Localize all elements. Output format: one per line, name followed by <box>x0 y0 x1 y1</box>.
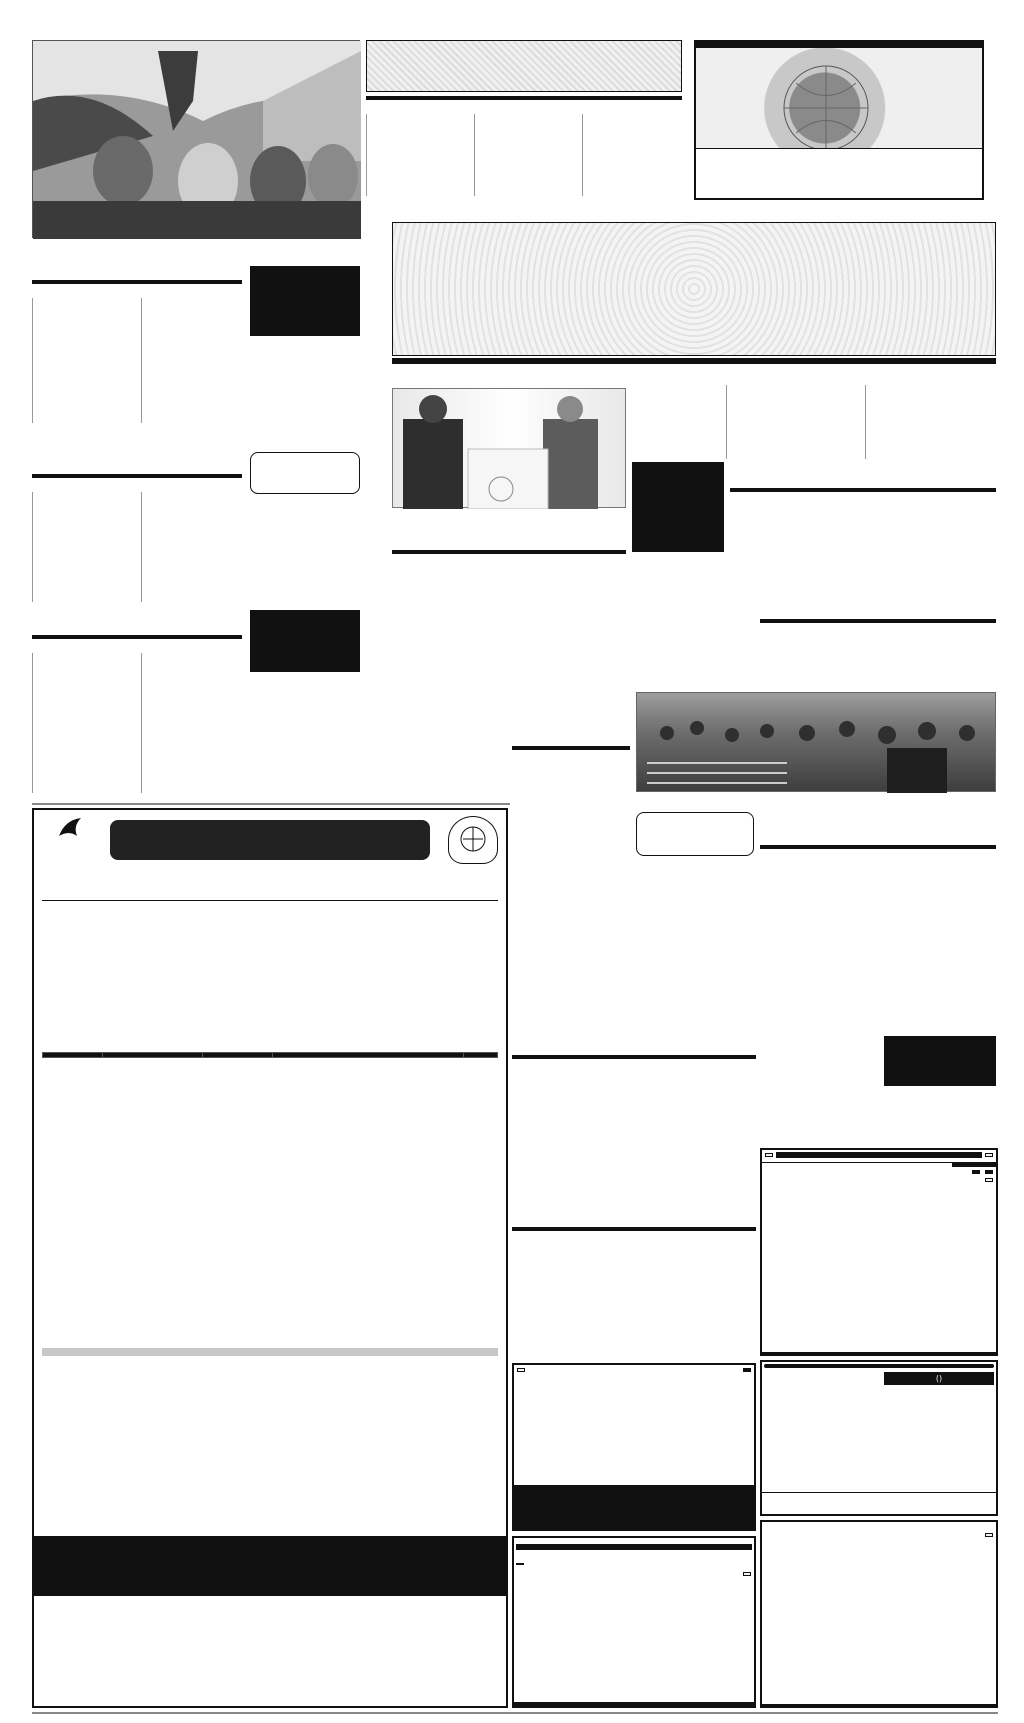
railway-body <box>760 637 996 689</box>
merkel-box <box>250 266 360 336</box>
page-bottom-rule <box>32 1712 998 1714</box>
pvmc-intro <box>42 920 498 924</box>
stray-dogs-body <box>32 492 242 602</box>
stray-dogs-col-2 <box>32 492 133 602</box>
ad-saudi-2-header <box>776 1152 982 1158</box>
ad-saudi-2-gulf-jobs <box>762 1163 952 1167</box>
pvmc-university-table <box>42 1052 498 1058</box>
merkel-body <box>250 340 360 448</box>
protest-photo <box>32 40 360 238</box>
ad-saudi-2-duty <box>985 1170 993 1174</box>
lead-headline-box <box>392 222 996 356</box>
ad-saudi-qaid <box>760 1148 998 1356</box>
syria-subhead <box>512 746 630 750</box>
hurriyat-col-3 <box>366 114 466 196</box>
ad-kinza-offer <box>516 1544 752 1550</box>
stray-dogs-col-1 <box>141 492 242 602</box>
protest-photo-image <box>33 41 361 239</box>
pvmc-title <box>110 820 430 860</box>
ad-kinza-cola <box>512 1536 756 1708</box>
russia-iran-col-2 <box>32 298 133 423</box>
col-dvm <box>203 1053 273 1058</box>
masthead <box>694 40 984 200</box>
lead-body <box>726 385 996 459</box>
lead-col-2 <box>726 385 857 459</box>
ad-kinza-interview-label <box>743 1572 751 1576</box>
pvmc-subtitle <box>42 898 498 901</box>
saudi-fm-col-2 <box>32 653 133 793</box>
paracetamol-box <box>632 462 724 552</box>
col-msc-mphil <box>103 1053 203 1058</box>
press-conference-image <box>393 389 627 509</box>
hurriyat-col-1 <box>582 114 682 196</box>
ad-kinza-footer <box>514 1702 754 1706</box>
hurriyat-col-2 <box>474 114 574 196</box>
ad-saudi-3-footer <box>762 1704 996 1706</box>
ad-bahrain-footer <box>762 1492 996 1514</box>
ad-bahrain-offer: () <box>884 1372 994 1385</box>
ad-kinza-phone <box>516 1563 524 1565</box>
syria-body <box>512 764 630 994</box>
hurriyat-subhead <box>366 96 682 100</box>
pvmc-emblem-icon <box>448 816 498 864</box>
globe-icon <box>696 48 982 148</box>
pvmc-table-wrap <box>42 1052 498 1058</box>
col-phd <box>43 1053 103 1058</box>
russia-iran-col-1 <box>141 298 242 423</box>
tag-urgent-departure <box>517 1368 525 1372</box>
delhi-subhead <box>760 845 996 849</box>
ad-saudi-2-footer <box>762 1352 996 1354</box>
pvmc-contact <box>34 1536 506 1596</box>
col-serial <box>464 1053 498 1058</box>
philippines-body <box>250 498 360 606</box>
iran-body <box>512 1245 756 1301</box>
lead-subhead <box>392 358 996 364</box>
ad-royal-manpower <box>512 1363 756 1531</box>
uraan-pakistan-logo <box>40 816 100 844</box>
goodall-box <box>250 610 360 672</box>
ad-saudi-3-interview <box>762 1531 996 1539</box>
masthead-tagline <box>696 148 982 153</box>
saudi-fm-col-1 <box>141 653 242 793</box>
delhi-body <box>760 864 996 989</box>
tag-urgent-visa <box>743 1368 751 1372</box>
hurriyat-body <box>366 114 682 196</box>
crowd-image <box>637 693 997 793</box>
philippines-box <box>250 452 360 494</box>
hurriyat-headline-box <box>366 40 682 92</box>
ad-saudi-2-test-label <box>985 1178 993 1182</box>
russia-iran-body <box>32 298 242 423</box>
bird-logo-icon <box>55 816 85 840</box>
table-header-row <box>43 1053 498 1058</box>
eu-subhead <box>730 488 996 492</box>
pak-condolence-box <box>884 1036 996 1086</box>
tag-urgent-departure-2 <box>765 1153 773 1157</box>
masthead-logo <box>696 48 982 148</box>
karnataka-body <box>512 568 626 723</box>
ad-saudi-1-jobs <box>514 1375 754 1379</box>
issue-date <box>988 40 1002 210</box>
uk-gang-box <box>636 812 754 856</box>
paracetamol-body <box>632 555 724 705</box>
ad-saudi-binladin <box>760 1520 998 1708</box>
lead-col-1 <box>865 385 996 459</box>
ad-saudi-3-interview-label <box>985 1533 993 1537</box>
ad-saudi-2-gulf-label <box>952 1163 996 1167</box>
ad-bahrain-notes <box>764 1372 882 1385</box>
karnataka-subhead <box>392 550 626 554</box>
ad-bahrain <box>760 1360 998 1516</box>
goodall-body <box>250 676 360 794</box>
iran-subhead <box>512 1227 756 1231</box>
russia-iran-subhead <box>32 280 242 284</box>
eu-body <box>730 506 996 594</box>
ad-saudi-2-registration <box>972 1170 980 1174</box>
uk-gang-body <box>636 860 754 990</box>
saudi-fm-subhead <box>32 635 242 639</box>
ad-kinza-interview <box>514 1571 754 1577</box>
ladakh-subhead <box>512 1055 756 1059</box>
pvmc-note <box>42 1348 498 1356</box>
pvmc-advertisement <box>32 808 508 1708</box>
ad-royal-footer <box>514 1485 754 1529</box>
saudi-fm-body <box>32 653 242 793</box>
ad-saudi-3-jobs <box>762 1526 996 1530</box>
railway-subhead <box>760 619 996 623</box>
stray-dogs-subhead <box>32 474 242 478</box>
ad-bahrain-header <box>764 1364 994 1368</box>
col-university <box>273 1053 464 1058</box>
ladakh-body <box>512 1074 756 1146</box>
railway-crowd-photo <box>636 692 996 792</box>
section-divider <box>32 803 510 805</box>
tag-urgent-visa-2 <box>985 1153 993 1157</box>
pak-condolence-body <box>760 1036 878 1116</box>
press-conference-photo <box>392 388 626 508</box>
karnataka-body-cont <box>366 640 506 790</box>
